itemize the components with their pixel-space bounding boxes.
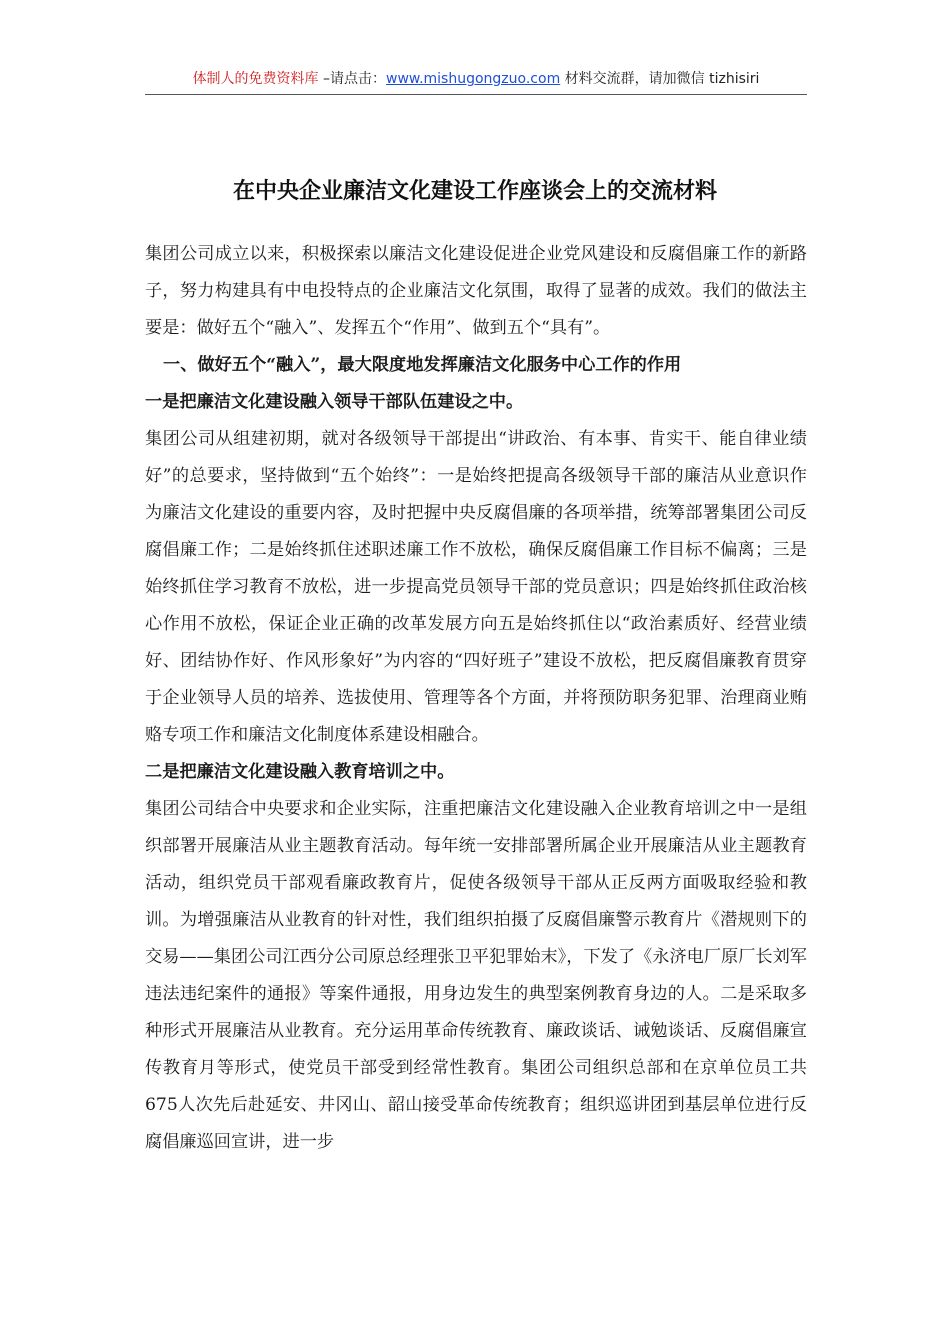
- subsection-1-heading: 一是把廉洁文化建设融入领导干部队伍建设之中。: [145, 392, 524, 412]
- subsection-2-heading: 二是把廉洁文化建设融入教育培训之中。: [145, 762, 455, 782]
- page-header: [145, 68, 807, 95]
- subsection-2-paragraph: 集团公司结合中央要求和企业实际，注重把廉洁文化建设融入企业教育培训之中一是组织部署开展廉洁从业主题教育活动。每年统一安排部署所属企业开展廉洁从业主题教育活动，组织党员干部观看廉政教育片，促使各级领导干部从正反两方面吸取经验和教训。为增强廉洁从业教育的针对性，我们组织拍摄了反腐倡廉警示教育片《潜规则下的交易——集团公司江西分公司原总经理张卫平犯罪始末》，下发了《永济电厂原厂长刘军违法违纪案件的通报》等案件通报，用身边发生的典型案例教育身边的人。二是采取多种形式开展廉洁从业教育。充分运用革命传统教育、廉政谈话、诫勉谈话、反腐倡廉宣传教育月等形式，使党员干部受到经常性教育。集团公司组织总部和在京单位员工共675人次先后赴延安、井冈山、韶山接受革命传统教育；组织巡讲团到基层单位进行反腐倡廉巡回宣讲，进一步: [145, 799, 807, 1152]
- header-brand: 体制人的免费资料库: [192, 71, 319, 87]
- document-body: [145, 236, 807, 1161]
- section-1-heading: 一、做好五个“融入”，最大限度地发挥廉洁文化服务中心工作的作用: [163, 355, 682, 375]
- header-url-link[interactable]: www.mishugongzuo.com: [386, 71, 561, 87]
- header-prompt: –请点击：: [318, 71, 387, 87]
- document-title: 在中央企业廉洁文化建设工作座谈会上的交流材料: [232, 178, 717, 204]
- subsection-1-paragraph: 集团公司从组建初期，就对各级领导干部提出“讲政治、有本事、肯实干、能自律业绩好”的总要求，坚持做到“五个始终”：一是始终把提高各级领导干部的廉洁从业意识作为廉洁文化建设的重要内容，及时把握中央反腐倡廉的各项举措，统筹部署集团公司反腐倡廉工作；二是始终抓住述职述廉工作不放松，确保反腐倡廉工作目标不偏离；三是始终抓住学习教育不放松，进一步提高党员领导干部的党员意识；四是始终抓住政治核心作用不放松，保证企业正确的改革发展方向五是始终抓住以“政治素质好、经营业绩好、团结协作好、作风形象好”为内容的“四好班子”建设不放松，把反腐倡廉教育贯穿于企业领导人员的培养、选拔使用、管理等各个方面，并将预防职务犯罪、治理商业贿赂专项工作和廉洁文化制度体系建设相融合。: [145, 429, 807, 745]
- header-note: 材料交流群，请加微信 tizhisiri: [560, 71, 760, 87]
- intro-paragraph: 集团公司成立以来，积极探索以廉洁文化建设促进企业党风建设和反腐倡廉工作的新路子，努力构建具有中电投特点的企业廉洁文化氛围，取得了显著的成效。我们的做法主要是：做好五个“融入”、发挥五个“作用”、做到五个“具有”。: [145, 244, 807, 338]
